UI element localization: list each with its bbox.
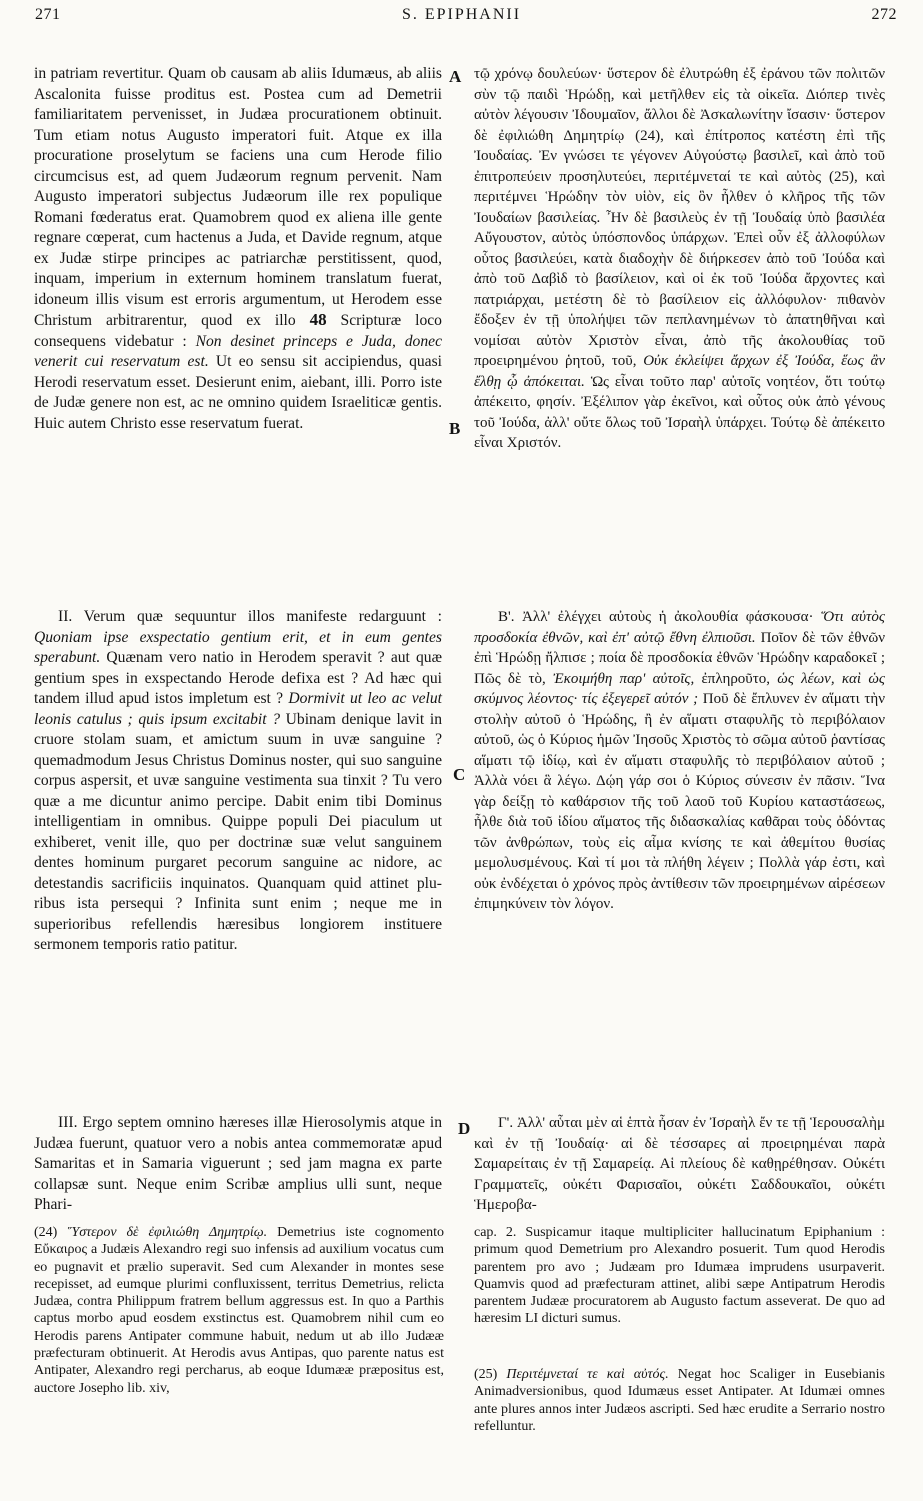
greek-text: ἐπληροῦτο, <box>694 670 778 687</box>
footnote-heading: Ὕστερον δὲ ἐφιλιώθη Δημητρίῳ. <box>67 1225 268 1240</box>
greek-citation: Ὅτι αὐτὸς προσδοκία ἐθνῶν, καὶ ἐπ' αὐτῷ ἔθνη ἐλπιοῦσι. <box>474 609 885 646</box>
footnote-text: Negat hoc Scaliger in Eusebianis Animadversionibus, quod Idumæus esset Antipater. At Idumæi omnes ante plures annos inter Judæos ascripti. Sed hæc erudite a Serrario nostro refelluntur. <box>474 1367 885 1434</box>
latin-text: III. Ergo septem omnino hæreses illæ Hierosolymis atque in Judæa fuerunt, quatuor vero a nobis antea commemoratæ apud Samaritas et in Samaria viguerunt ; sed jam magna ex parte collapsæ sunt. Neque enim Scribæ amplius ulli sunt, neque Phari- <box>34 1114 442 1213</box>
latin-text: Ut eo sensu sit accipiendus, quasi Herodi reservatum esset. Desierunt enim, aiebant, illi. Porro iste de Judæ genere non est, ac ne omnino quidem Israeliticæ gentis. Huic autem Christo esse reservatum fuerat. <box>34 353 442 432</box>
latin-citation: Quoniam ipse exspectatio gentium erit, et in eum gentes sperabunt. <box>34 628 442 666</box>
greek-text: τῷ χρόνῳ δουλεύων· ὕστερον δὲ ἐλυτρώθη ἐξ ἐράνου τῶν πολιτῶν σὺν τῷ παιδὶ Ἡρώδῃ, καὶ μετῆλθεν εἰς τὰ οἰκεῖα. Διόπερ τινὲς αὐτὸν λέγουσιν Ἰδουμαῖον, ἄλλοι δὲ Ἀσκαλωνίτην ἴσασιν· ὕστερον δὲ ἐφιλιώθη Δημητρίῳ (24), καὶ ἐπίτροπος κατέστη ἐπὶ τῆς Ἰουδαίας. Ἐν γνώσει τε γέγονεν Αὐγούστῳ βασιλεῖ, καὶ ἀπὸ τοῦ ἐπιτροπεύειν προσηλυτεύει, περιτέμνεταί τε καὶ αὐτὸς (25), καὶ περιτέμνει Ἡρώδην τὸν υἱὸν, εἰς ὃν ἦλθεν ὁ κλῆρος τῆς τῶν Ἰουδαίων βασιλείας. Ἦν δὲ βασιλεὺς ἐν τῇ Ἰουδαίᾳ ὑπὸ βασιλέα Αὔγουστον, αὐτὸς ὑπόσπονδος ὑπάρχων. Ἐπεὶ οὖν ἐξ ἀλλοφύλων οὗτος βασιλεύει, κατὰ διαδοχὴν δὲ διήρκεσεν ἀπὸ τοῦ Ἰούδα καὶ ἀπὸ τοῦ Δαβὶδ τὸ βασίλειον, καὶ οἱ ἐκ τοῦ Ἰούδα ἄρχοντες καὶ πατριάρχαι, μετέστη δὲ τὸ βασίλειον εἰς ἀλλόφυλον· πιθανὸν ἔδοξεν ἐν τῇ ὑπολήψει τῶν πεπλανημένων τὸ ἀπατηθῆναι καὶ νομίσαι αὐτὸν Χριστὸν εἶναι, ἀπὸ τῆς ἀκολουθίας τοῦ προειρημένου ῥητοῦ, τοῦ, <box>474 66 885 369</box>
page-number-right: 272 <box>871 6 897 23</box>
latin-citation: Non desinet princeps e Juda, donec venerit cui reservatum est. <box>34 332 442 370</box>
margin-marker-a: A <box>449 67 462 86</box>
latin-paragraph-3 <box>34 1113 442 1216</box>
footnote-24 <box>34 1224 444 1397</box>
latin-text: Scripturæ loco consequens videbatur : <box>34 312 442 350</box>
latin-citation: Dormivit ut leo ac velut leonis catulus ; quis ipsum excitabit ? <box>34 690 443 728</box>
greek-paragraph-1 <box>474 64 885 454</box>
footnote-ref: (24) <box>34 1225 68 1240</box>
footnote-24-continued <box>474 1224 885 1328</box>
latin-text: Quænam vero natio in Herodem speravit ? aut quæ gentium spes in exspectando Herode defixa est ? Ad hæc qui tandem illud apud istos impletum est ? <box>34 649 442 707</box>
latin-paragraph-1 <box>34 64 442 434</box>
latin-text: II. Verum quæ sequuntur illos manifeste redarguunt : <box>58 608 442 625</box>
greek-paragraph-3 <box>474 1113 885 1216</box>
greek-text: Γ'. Ἀλλ' αὗται μὲν αἱ ἑπτὰ ἦσαν ἐν Ἰσραὴλ ἔν τε τῇ Ἱερουσαλὴμ καὶ ἐν τῇ Ἰουδαίᾳ· αἱ δὲ τέσσαρες αἱ προειρημέναι παρὰ Σαμαρείταις ἐν τῇ Σαμαρείᾳ. Αἱ πλείους δὲ καθῃρέθησαν. Οὐκέτι Γραμματεῖς, οὐκέτι Φαρισαῖοι, οὐκέτι Σαδδουκαῖοι, οὐκέτι Ἡμεροβα- <box>474 1115 885 1213</box>
margin-marker-b: B <box>449 419 461 438</box>
greek-paragraph-2 <box>474 607 885 915</box>
margin-marker-d: D <box>458 1119 471 1138</box>
footnote-25 <box>474 1366 885 1435</box>
footnote-heading: Περιτέμνεταί τε καὶ αὐτός. <box>506 1367 669 1382</box>
greek-text: Ποῦ δὲ ἔπλυνεν ἐν αἵματι τὴν στολὴν αὐτοῦ ὁ Ἡρώδης, ἢ ἐν αἵματι σταφυλῆς τὸ περιβόλαιον αὐτοῦ, ὡς ὁ Κύριος ἡμῶν Ἰησοῦς Χριστὸς τὸ σῶμα αὐτοῦ ῥαντίσας αἵματι τῷ ἰδίῳ, καὶ ἐν αἵματι σταφυλῆς τὸ περιβόλαιον αὐτοῦ ; Ἀλλὰ νόει ἃ λέγω. Δῴη γάρ σοι ὁ Κύριος σύνεσιν ἐν πᾶσιν. Ἵνα γὰρ δείξῃ τὸ καθάρσιον τῆς τοῦ λαοῦ τοῦ Κυρίου καταστάσεως, ἦλθε διὰ τοῦ ἰδίου αἵματος τῆς διδασκαλίας καθᾶραι τοὺς ὀδόντας τῶν ἀνθρώπων, τοὺς εἰς αἷμα κνίσης τε καὶ ἀθεμίτου θυσίας μεμολυσμένους. Καὶ τί μοι τὰ πλήθη λέγειν ; Πολλὰ γάρ ἐστι, καὶ οὐκ ἐνδέχεται ὁ χρόνος πρὸς ἀντίθεσιν τῶν προειρημένων αἱρέσεων ἐπιμηκύνειν τὸν λόγον. <box>474 691 885 912</box>
greek-citation: ὡς λέων, καὶ ὡς σκύμνος λέοντος· τίς ἐξεγερεῖ αὐτόν ; <box>474 670 885 707</box>
page-number-left: 271 <box>35 6 61 23</box>
running-title: S. EPIPHANII <box>401 6 522 23</box>
greek-text: Ποῖον δὲ τῶν ἐθνῶν ἐπὶ Ἡρώδῃ ἤλπισε ; ποία δὲ προσδοκία ἐθνῶν Ἡρώδην καραδοκεῖ ; Πῶς δὲ τὸ, <box>474 629 885 687</box>
greek-text: Ὡς εἶναι τοῦτο παρ' αὐτοῖς νοητέον, ὅτι τούτῳ ἀπέκειτο, φησίν. Ἐξέλιπον γὰρ ἐκεῖνοι, καὶ οὗτος οὐκ ἀπὸ γένους τοῦ Ἰούδα, ἀλλ' οὔτε ὅλως τοῦ Ἰσραὴλ ὑπάρχει. Τούτῳ δὲ ἀπέκειτο εἶναι Χριστόν. <box>474 373 885 451</box>
greek-citation: Ἐκοιμήθη παρ' αὐτοῖς, <box>553 670 695 687</box>
latin-text: Ubinam denique lavit in cruore stolam suam, et amictum suum in uvæ sanguine ? quemadmodum Jesus Christus Dominus noster, qui suo sanguine corpus aspersit, et uvæ sanguine vestimenta sua tinxit ? Tu vero quæ a me dicuntur animo percipe. Dabit enim tibi Dominus intelligentiam in omnibus. Quippe populi Dei piaculum ut exhiberet, venit ille, quo per doctrinæ suæ velut sanguinem dentes hominum purgaret pecorum sanguine ac nidore, ac detestandis sacrificiis inquinatos. Quanquam quid attinet pluribus ista persequi ? Infinita sunt enim ; neque me in superioribus refellendis hæresibus longiorem instituere sermonem temporis ratio patitur. <box>34 710 442 953</box>
footnote-text: Demetrius iste cognomento Εὔκαιρος a Judæis Alexandro regi suo infensis ad auxilium vocatus cum eo pugnavit et prælio superavit. Sed cum Alexander in montes sese recepisset, ad eumque plurimi confluxissent, territus Demetrius, relicta Judæa, contra Philippum fratrem bellum aggressus est. In quo a Parthis captus morbo apud eosdem exstinctus est. Quamobrem nihil cum eo Herodis parens Antipater commune habuit, nedum ut ab illo Judææ præfecturam obtinuerit. At Herodis avus Antipas, quo parente natus est Antipater, Alexandro regi percharus, ab eoque Idumææ præpositus est, auctore Josepho lib. xiv, <box>34 1225 445 1396</box>
column-number: 48 <box>309 310 327 329</box>
footnote-ref: (25) <box>474 1367 507 1382</box>
latin-paragraph-2 <box>34 607 442 956</box>
footnote-text: cap. 2. Suspicamur itaque multipliciter hallucinatum Epiphanium : primum quod Demetrium pro Alexandro posuerit. Tum quod Herodis parentem pro avo ; Judæam pro Idumæa imprudens usurpaverit. Quamvis quod ad præfecturam attinet, alibi sæpe Antipatrum Herodis parentem Judææ procuratorem ab Augusto factum asseverat. De quo ad hæresim LI dicturi sumus. <box>474 1225 885 1327</box>
greek-text: Β'. Ἀλλ' ἐλέγχει αὐτοὺς ἡ ἀκολουθία φάσκουσα· <box>498 609 822 625</box>
latin-text: in patriam revertitur. Quam ob causam ab aliis Idumæus, ab aliis Ascalonita fuisse proditus est. Postea cum ad Demetrii familiaritatem pervenisset, in Judæa procurationem obtinuit. Tum etiam notus Augusto imperatori fuit. Atque ex illa procuratione proselytum se faciens una cum Herode filio circumcisus est, ad quem Judæorum regnum pervenit. Nam Augusto imperatori subjectus Judæorum ille rex populique Romani fœderatus erat. Quamobrem quod ex aliena ille gente regnare cœperat, cum hactenus a Juda, et Davide regnum, atque ex Judæ stirpe principes ac patriarchæ perstitissent, quod, inquam, imperium in externum hominem translatum fuerat, idoneum illis visum est erroris argumentum, ut Herodem esse Christum arbitrarentur, quod ex illo <box>34 65 442 329</box>
margin-marker-c: C <box>453 765 466 784</box>
greek-citation: Οὐκ ἐκλείψει ἄρχων ἐξ Ἰούδα, ἕως ἂν ἔλθῃ ᾧ ἀπόκειται. <box>474 353 886 390</box>
